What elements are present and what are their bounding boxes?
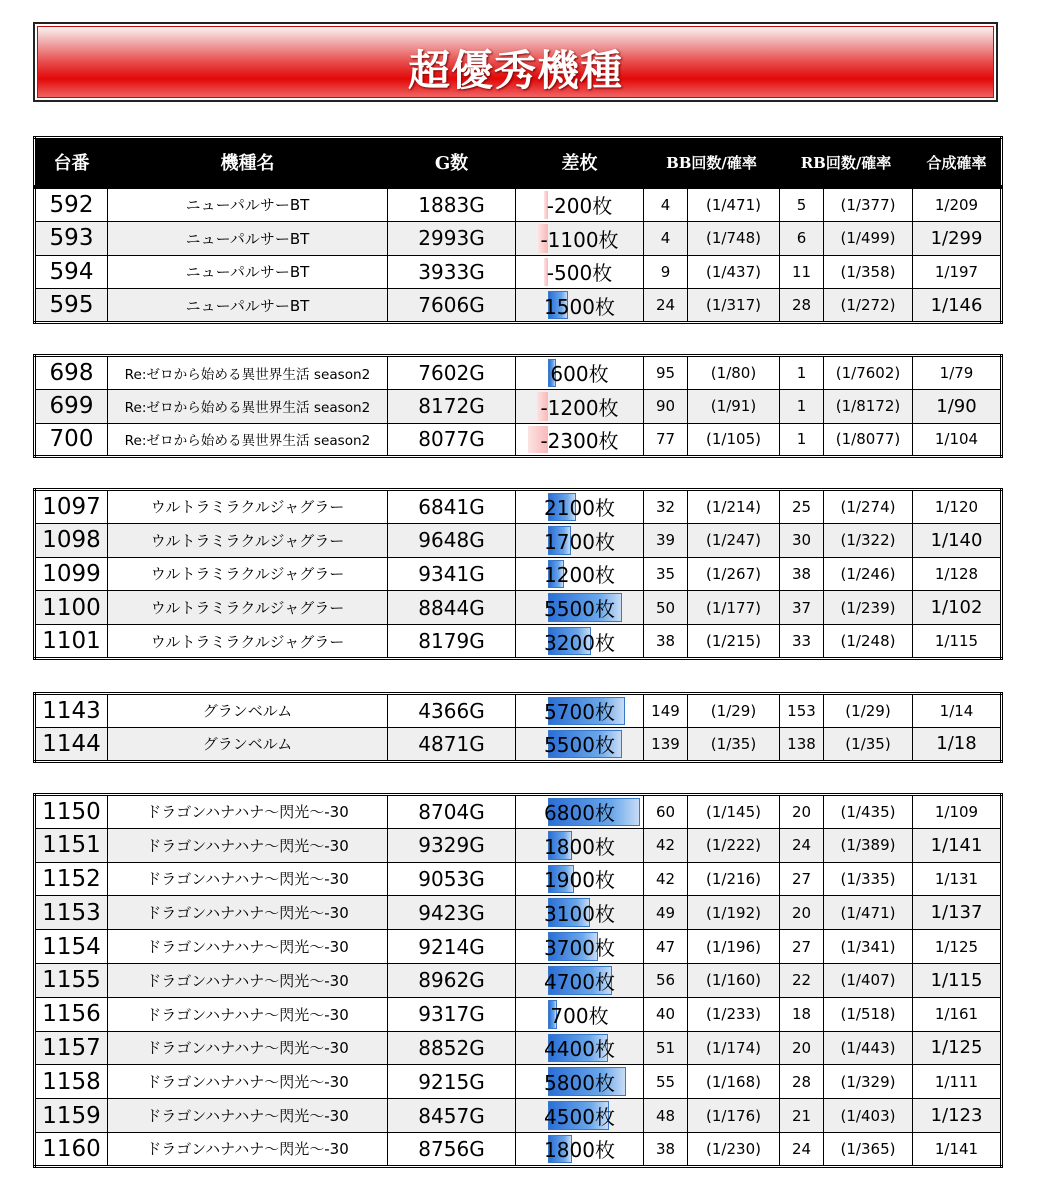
machine-name: グランベルム bbox=[108, 727, 388, 761]
rb-rate: (1/341) bbox=[824, 930, 913, 964]
game-count: 8756G bbox=[388, 1132, 516, 1166]
machine-number: 593 bbox=[35, 221, 108, 255]
bb-count: 4 bbox=[644, 188, 688, 222]
rb-count: 153 bbox=[780, 694, 824, 728]
machine-name: Re:ゼロから始める異世界生活 season2 bbox=[108, 356, 388, 390]
coin-difference bbox=[516, 930, 644, 964]
bb-count: 77 bbox=[644, 423, 688, 457]
rb-rate: (1/407) bbox=[824, 963, 913, 997]
machine-number: 1158 bbox=[35, 1065, 108, 1099]
bb-rate: (1/233) bbox=[688, 997, 780, 1031]
table-row bbox=[35, 862, 1002, 896]
game-count: 9053G bbox=[388, 862, 516, 896]
machine-number: 1151 bbox=[35, 828, 108, 862]
table-row bbox=[35, 1132, 1002, 1166]
col-header-syn: 合成確率 bbox=[913, 138, 1002, 187]
machine-number: 594 bbox=[35, 255, 108, 289]
coin-difference bbox=[516, 591, 644, 625]
table-row bbox=[35, 930, 1002, 964]
machine-number: 699 bbox=[35, 389, 108, 423]
bb-rate: (1/748) bbox=[688, 221, 780, 255]
coin-difference-label: 5800枚 bbox=[544, 1071, 615, 1096]
combined-rate: 1/146 bbox=[913, 289, 1002, 323]
game-count: 8077G bbox=[388, 423, 516, 457]
rb-count: 30 bbox=[780, 523, 824, 557]
coin-difference bbox=[516, 356, 644, 390]
rb-rate: (1/35) bbox=[824, 727, 913, 761]
coin-difference bbox=[516, 389, 644, 423]
combined-rate: 1/125 bbox=[913, 1031, 1002, 1065]
bb-count: 35 bbox=[644, 557, 688, 591]
coin-difference-label: -1200枚 bbox=[540, 395, 619, 420]
coin-difference-label: 1900枚 bbox=[544, 868, 615, 893]
combined-rate: 1/128 bbox=[913, 557, 1002, 591]
coin-difference bbox=[516, 557, 644, 591]
machine-group-table bbox=[33, 793, 1003, 1168]
rb-count: 18 bbox=[780, 997, 824, 1031]
bb-count: 40 bbox=[644, 997, 688, 1031]
table-row bbox=[35, 490, 1002, 524]
game-count: 7606G bbox=[388, 289, 516, 323]
coin-difference-label: 4700枚 bbox=[544, 969, 615, 994]
coin-difference-label: 1200枚 bbox=[544, 563, 615, 588]
combined-rate: 1/209 bbox=[913, 188, 1002, 222]
rb-rate: (1/246) bbox=[824, 557, 913, 591]
coin-difference bbox=[516, 694, 644, 728]
combined-rate: 1/141 bbox=[913, 1132, 1002, 1166]
coin-difference-label: 5500枚 bbox=[544, 597, 615, 622]
combined-rate: 1/109 bbox=[913, 795, 1002, 829]
table-row bbox=[35, 795, 1002, 829]
coin-difference bbox=[516, 1099, 644, 1133]
coin-difference bbox=[516, 963, 644, 997]
rb-count: 27 bbox=[780, 930, 824, 964]
machine-group-table bbox=[33, 692, 1003, 763]
combined-rate: 1/104 bbox=[913, 423, 1002, 457]
machine-number: 1154 bbox=[35, 930, 108, 964]
bb-count: 32 bbox=[644, 490, 688, 524]
rb-count: 28 bbox=[780, 289, 824, 323]
bb-rate: (1/196) bbox=[688, 930, 780, 964]
coin-difference-label: 2100枚 bbox=[544, 496, 615, 521]
col-header-name: 機種名 bbox=[108, 138, 388, 187]
table-row bbox=[35, 423, 1002, 457]
machine-number: 1150 bbox=[35, 795, 108, 829]
combined-rate: 1/123 bbox=[913, 1099, 1002, 1133]
combined-rate: 1/115 bbox=[913, 625, 1002, 659]
combined-rate: 1/140 bbox=[913, 523, 1002, 557]
machine-number: 700 bbox=[35, 423, 108, 457]
coin-difference bbox=[516, 423, 644, 457]
table-row bbox=[35, 389, 1002, 423]
bb-rate: (1/214) bbox=[688, 490, 780, 524]
rb-rate: (1/29) bbox=[824, 694, 913, 728]
rb-count: 20 bbox=[780, 1031, 824, 1065]
coin-difference-label: -500枚 bbox=[546, 261, 613, 286]
rb-rate: (1/8077) bbox=[824, 423, 913, 457]
bb-rate: (1/317) bbox=[688, 289, 780, 323]
rb-count: 1 bbox=[780, 389, 824, 423]
table-row bbox=[35, 828, 1002, 862]
coin-difference-label: 4400枚 bbox=[544, 1037, 615, 1062]
coin-difference-label: 5700枚 bbox=[544, 700, 615, 725]
combined-rate: 1/115 bbox=[913, 963, 1002, 997]
coin-difference-label: 1500枚 bbox=[544, 294, 615, 319]
bb-rate: (1/215) bbox=[688, 625, 780, 659]
bb-count: 47 bbox=[644, 930, 688, 964]
coin-difference-label: 1800枚 bbox=[544, 834, 615, 859]
coin-difference bbox=[516, 221, 644, 255]
machine-number: 595 bbox=[35, 289, 108, 323]
coin-difference bbox=[516, 625, 644, 659]
machine-name: ニューパルサーBT bbox=[108, 221, 388, 255]
game-count: 7602G bbox=[388, 356, 516, 390]
coin-difference bbox=[516, 289, 644, 323]
coin-difference-label: 6800枚 bbox=[544, 801, 615, 826]
coin-difference-label: 5500枚 bbox=[544, 733, 615, 758]
bb-count: 139 bbox=[644, 727, 688, 761]
game-count: 4366G bbox=[388, 694, 516, 728]
col-header-diff: 差枚 bbox=[516, 138, 644, 187]
rb-count: 21 bbox=[780, 1099, 824, 1133]
table-row bbox=[35, 557, 1002, 591]
machine-number: 1143 bbox=[35, 694, 108, 728]
rb-rate: (1/335) bbox=[824, 862, 913, 896]
rb-count: 138 bbox=[780, 727, 824, 761]
machine-name: ニューパルサーBT bbox=[108, 255, 388, 289]
bb-count: 24 bbox=[644, 289, 688, 323]
machine-name: ドラゴンハナハナ～閃光～-30 bbox=[108, 828, 388, 862]
bb-count: 48 bbox=[644, 1099, 688, 1133]
rb-count: 20 bbox=[780, 795, 824, 829]
machine-number: 1152 bbox=[35, 862, 108, 896]
machine-number: 1159 bbox=[35, 1099, 108, 1133]
machine-name: ドラゴンハナハナ～閃光～-30 bbox=[108, 997, 388, 1031]
combined-rate: 1/161 bbox=[913, 997, 1002, 1031]
table-row bbox=[35, 255, 1002, 289]
machine-number: 1160 bbox=[35, 1132, 108, 1166]
bb-rate: (1/174) bbox=[688, 1031, 780, 1065]
bb-rate: (1/29) bbox=[688, 694, 780, 728]
col-header-rb: RB回数/確率 bbox=[780, 138, 913, 187]
coin-difference bbox=[516, 896, 644, 930]
machine-group-table bbox=[33, 488, 1003, 660]
column-header bbox=[33, 136, 1003, 188]
rb-rate: (1/471) bbox=[824, 896, 913, 930]
bb-rate: (1/230) bbox=[688, 1132, 780, 1166]
col-header-games: G数 bbox=[388, 138, 516, 187]
table-row bbox=[35, 591, 1002, 625]
game-count: 8844G bbox=[388, 591, 516, 625]
coin-difference-label: 4500枚 bbox=[544, 1105, 615, 1130]
bb-count: 9 bbox=[644, 255, 688, 289]
rb-rate: (1/377) bbox=[824, 188, 913, 222]
game-count: 3933G bbox=[388, 255, 516, 289]
bb-rate: (1/105) bbox=[688, 423, 780, 457]
coin-difference-label: 3200枚 bbox=[544, 630, 615, 655]
combined-rate: 1/90 bbox=[913, 389, 1002, 423]
coin-difference-label: -200枚 bbox=[546, 194, 613, 219]
machine-name: Re:ゼロから始める異世界生活 season2 bbox=[108, 423, 388, 457]
table-row bbox=[35, 523, 1002, 557]
machine-name: ドラゴンハナハナ～閃光～-30 bbox=[108, 1099, 388, 1133]
rb-count: 22 bbox=[780, 963, 824, 997]
bb-rate: (1/216) bbox=[688, 862, 780, 896]
bb-count: 38 bbox=[644, 1132, 688, 1166]
machine-name: ドラゴンハナハナ～閃光～-30 bbox=[108, 795, 388, 829]
rb-count: 27 bbox=[780, 862, 824, 896]
combined-rate: 1/125 bbox=[913, 930, 1002, 964]
machine-group-table bbox=[33, 186, 1003, 324]
rb-rate: (1/329) bbox=[824, 1065, 913, 1099]
coin-difference bbox=[516, 255, 644, 289]
game-count: 1883G bbox=[388, 188, 516, 222]
coin-difference-label: 1700枚 bbox=[544, 529, 615, 554]
game-count: 9341G bbox=[388, 557, 516, 591]
rb-count: 37 bbox=[780, 591, 824, 625]
coin-difference bbox=[516, 1132, 644, 1166]
combined-rate: 1/141 bbox=[913, 828, 1002, 862]
coin-difference bbox=[516, 1065, 644, 1099]
machine-number: 1156 bbox=[35, 997, 108, 1031]
game-count: 9329G bbox=[388, 828, 516, 862]
combined-rate: 1/102 bbox=[913, 591, 1002, 625]
col-header-bb: BB回数/確率 bbox=[644, 138, 780, 187]
coin-difference bbox=[516, 188, 644, 222]
bb-count: 38 bbox=[644, 625, 688, 659]
table-row bbox=[35, 896, 1002, 930]
combined-rate: 1/137 bbox=[913, 896, 1002, 930]
game-count: 2993G bbox=[388, 221, 516, 255]
game-count: 9648G bbox=[388, 523, 516, 557]
rb-count: 20 bbox=[780, 896, 824, 930]
title-banner bbox=[33, 22, 998, 102]
bb-rate: (1/177) bbox=[688, 591, 780, 625]
machine-number: 1101 bbox=[35, 625, 108, 659]
table-row bbox=[35, 188, 1002, 222]
rb-count: 5 bbox=[780, 188, 824, 222]
bb-rate: (1/80) bbox=[688, 356, 780, 390]
rb-count: 38 bbox=[780, 557, 824, 591]
bb-rate: (1/145) bbox=[688, 795, 780, 829]
game-count: 8704G bbox=[388, 795, 516, 829]
rb-rate: (1/248) bbox=[824, 625, 913, 659]
machine-number: 592 bbox=[35, 188, 108, 222]
machine-group-table bbox=[33, 354, 1003, 458]
rb-rate: (1/518) bbox=[824, 997, 913, 1031]
table-row bbox=[35, 727, 1002, 761]
coin-difference bbox=[516, 795, 644, 829]
rb-count: 1 bbox=[780, 356, 824, 390]
combined-rate: 1/14 bbox=[913, 694, 1002, 728]
bb-count: 56 bbox=[644, 963, 688, 997]
combined-rate: 1/120 bbox=[913, 490, 1002, 524]
machine-name: ニューパルサーBT bbox=[108, 188, 388, 222]
coin-difference-label: 600枚 bbox=[550, 362, 609, 387]
bb-rate: (1/91) bbox=[688, 389, 780, 423]
rb-rate: (1/365) bbox=[824, 1132, 913, 1166]
machine-name: ドラゴンハナハナ～閃光～-30 bbox=[108, 862, 388, 896]
game-count: 8962G bbox=[388, 963, 516, 997]
machine-number: 1100 bbox=[35, 591, 108, 625]
table-row bbox=[35, 997, 1002, 1031]
coin-difference-label: -2300枚 bbox=[540, 428, 619, 453]
coin-difference bbox=[516, 828, 644, 862]
rb-rate: (1/239) bbox=[824, 591, 913, 625]
bb-rate: (1/267) bbox=[688, 557, 780, 591]
bb-count: 50 bbox=[644, 591, 688, 625]
rb-rate: (1/499) bbox=[824, 221, 913, 255]
coin-difference-label: 3100枚 bbox=[544, 902, 615, 927]
bb-rate: (1/222) bbox=[688, 828, 780, 862]
bb-count: 4 bbox=[644, 221, 688, 255]
table-row bbox=[35, 625, 1002, 659]
combined-rate: 1/197 bbox=[913, 255, 1002, 289]
machine-name: ウルトラミラクルジャグラー bbox=[108, 591, 388, 625]
coin-difference bbox=[516, 523, 644, 557]
machine-number: 1097 bbox=[35, 490, 108, 524]
table-row bbox=[35, 963, 1002, 997]
bb-rate: (1/471) bbox=[688, 188, 780, 222]
machine-number: 1155 bbox=[35, 963, 108, 997]
machine-number: 1144 bbox=[35, 727, 108, 761]
coin-difference bbox=[516, 1031, 644, 1065]
bb-rate: (1/437) bbox=[688, 255, 780, 289]
machine-name: ウルトラミラクルジャグラー bbox=[108, 557, 388, 591]
machine-number: 1099 bbox=[35, 557, 108, 591]
machine-number: 1153 bbox=[35, 896, 108, 930]
rb-rate: (1/322) bbox=[824, 523, 913, 557]
bb-rate: (1/192) bbox=[688, 896, 780, 930]
rb-rate: (1/443) bbox=[824, 1031, 913, 1065]
table-row bbox=[35, 221, 1002, 255]
combined-rate: 1/131 bbox=[913, 862, 1002, 896]
machine-number: 1098 bbox=[35, 523, 108, 557]
combined-rate: 1/299 bbox=[913, 221, 1002, 255]
table-row bbox=[35, 694, 1002, 728]
coin-difference-label: 3700枚 bbox=[544, 936, 615, 961]
rb-rate: (1/403) bbox=[824, 1099, 913, 1133]
bb-rate: (1/35) bbox=[688, 727, 780, 761]
bb-count: 51 bbox=[644, 1031, 688, 1065]
table-row bbox=[35, 1031, 1002, 1065]
bb-count: 42 bbox=[644, 862, 688, 896]
game-count: 9214G bbox=[388, 930, 516, 964]
game-count: 6841G bbox=[388, 490, 516, 524]
rb-count: 28 bbox=[780, 1065, 824, 1099]
bb-count: 90 bbox=[644, 389, 688, 423]
coin-difference bbox=[516, 997, 644, 1031]
bb-count: 149 bbox=[644, 694, 688, 728]
rb-count: 25 bbox=[780, 490, 824, 524]
bb-count: 60 bbox=[644, 795, 688, 829]
rb-count: 24 bbox=[780, 1132, 824, 1166]
machine-name: ニューパルサーBT bbox=[108, 289, 388, 323]
game-count: 4871G bbox=[388, 727, 516, 761]
game-count: 8172G bbox=[388, 389, 516, 423]
machine-name: Re:ゼロから始める異世界生活 season2 bbox=[108, 389, 388, 423]
rb-rate: (1/7602) bbox=[824, 356, 913, 390]
bb-count: 39 bbox=[644, 523, 688, 557]
combined-rate: 1/111 bbox=[913, 1065, 1002, 1099]
combined-rate: 1/18 bbox=[913, 727, 1002, 761]
machine-name: ドラゴンハナハナ～閃光～-30 bbox=[108, 896, 388, 930]
table-row bbox=[35, 356, 1002, 390]
machine-name: ドラゴンハナハナ～閃光～-30 bbox=[108, 963, 388, 997]
game-count: 8457G bbox=[388, 1099, 516, 1133]
rb-count: 1 bbox=[780, 423, 824, 457]
machine-name: ウルトラミラクルジャグラー bbox=[108, 625, 388, 659]
rb-rate: (1/8172) bbox=[824, 389, 913, 423]
machine-name: ドラゴンハナハナ～閃光～-30 bbox=[108, 1132, 388, 1166]
col-header-no: 台番 bbox=[35, 138, 108, 187]
game-count: 9215G bbox=[388, 1065, 516, 1099]
machine-name: ドラゴンハナハナ～閃光～-30 bbox=[108, 930, 388, 964]
bb-count: 55 bbox=[644, 1065, 688, 1099]
bb-rate: (1/247) bbox=[688, 523, 780, 557]
coin-difference-label: 1800枚 bbox=[544, 1138, 615, 1163]
machine-name: ウルトラミラクルジャグラー bbox=[108, 523, 388, 557]
machine-name: ウルトラミラクルジャグラー bbox=[108, 490, 388, 524]
page-title: 超優秀機種 bbox=[407, 46, 623, 95]
rb-count: 11 bbox=[780, 255, 824, 289]
bb-rate: (1/160) bbox=[688, 963, 780, 997]
machine-name: ドラゴンハナハナ～閃光～-30 bbox=[108, 1065, 388, 1099]
bb-rate: (1/168) bbox=[688, 1065, 780, 1099]
table-row bbox=[35, 1065, 1002, 1099]
machine-name: グランベルム bbox=[108, 694, 388, 728]
coin-difference-label: 700枚 bbox=[550, 1003, 609, 1028]
coin-difference-label: -1100枚 bbox=[540, 227, 619, 252]
bb-count: 42 bbox=[644, 828, 688, 862]
bb-count: 95 bbox=[644, 356, 688, 390]
game-count: 9317G bbox=[388, 997, 516, 1031]
coin-difference bbox=[516, 727, 644, 761]
rb-rate: (1/435) bbox=[824, 795, 913, 829]
rb-rate: (1/274) bbox=[824, 490, 913, 524]
table-row bbox=[35, 1099, 1002, 1133]
rb-rate: (1/389) bbox=[824, 828, 913, 862]
machine-name: ドラゴンハナハナ～閃光～-30 bbox=[108, 1031, 388, 1065]
rb-count: 6 bbox=[780, 221, 824, 255]
machine-number: 1157 bbox=[35, 1031, 108, 1065]
game-count: 8852G bbox=[388, 1031, 516, 1065]
coin-difference bbox=[516, 862, 644, 896]
combined-rate: 1/79 bbox=[913, 356, 1002, 390]
table-row bbox=[35, 289, 1002, 323]
bb-rate: (1/176) bbox=[688, 1099, 780, 1133]
bb-count: 49 bbox=[644, 896, 688, 930]
rb-count: 24 bbox=[780, 828, 824, 862]
coin-difference bbox=[516, 490, 644, 524]
rb-rate: (1/272) bbox=[824, 289, 913, 323]
machine-number: 698 bbox=[35, 356, 108, 390]
rb-count: 33 bbox=[780, 625, 824, 659]
game-count: 8179G bbox=[388, 625, 516, 659]
game-count: 9423G bbox=[388, 896, 516, 930]
rb-rate: (1/358) bbox=[824, 255, 913, 289]
